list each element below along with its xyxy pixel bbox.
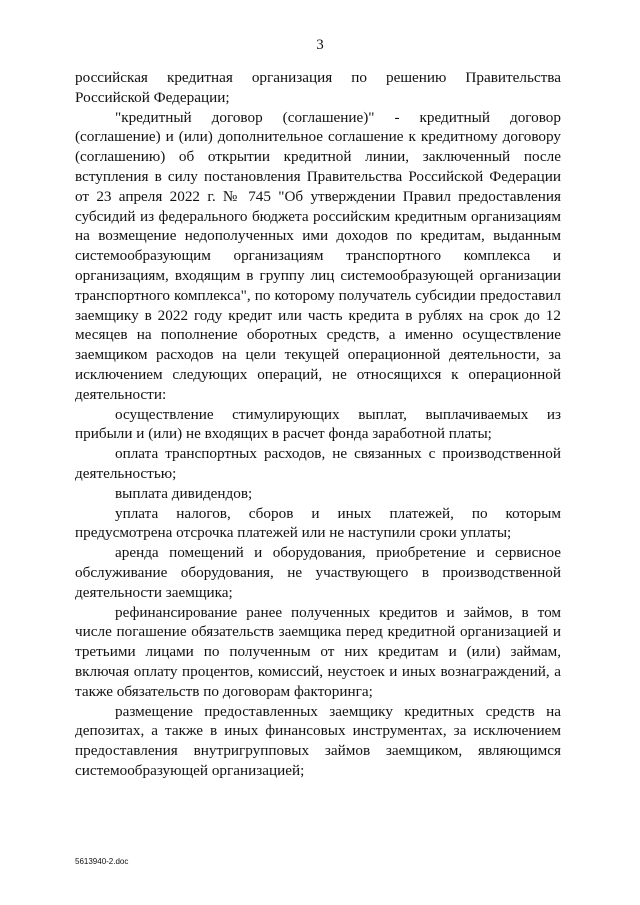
paragraph: аренда помещений и оборудования, приобретение и сервисное обслуживание оборудования, не участвующего в производственной деятельности заемщика; (75, 544, 561, 601)
document-body (75, 68, 561, 781)
paragraph: "кредитный договор (соглашение)" - кредитный договор (соглашение) и (или) дополнительное соглашение к кредитному договору (соглашению) об открытии кредитной линии, заключенный после вступления в силу постановления Правительства Российской Федерации от 23 апреля 2022 г. № 745 "Об утверждении Правил предоставления субсидий из федерального бюджета российским кредитным организациям на возмещение недополученных ими доходов по кредитам, выданным системообразующим организациям транспортного комплекса и организациям, входящим в группу лиц системообразующей организации транспортного комплекса", по которому получатель субсидии предоставил заемщику в 2022 году кредит или часть кредита в рублях на срок до 12 месяцев на пополнение оборотных средств, а именно осуществление заемщиком расходов на цели текущей операционной деятельности, за исключением следующих операций, не относящихся к операционной деятельности: (75, 108, 561, 403)
paragraph: выплата дивидендов; (115, 484, 253, 502)
paragraph: рефинансирование ранее полученных кредитов и займов, в том числе погашение обязательств заемщика перед кредитной организацией и третьими лицами по полученным от них кредитам и (или) займам, включая оплату процентов, комиссий, неустоек и иных вознаграждений, а также обязательств по договорам факторинга; (75, 603, 561, 700)
document-code: 5613940-2.doc (75, 857, 129, 866)
paragraph: размещение предоставленных заемщику кредитных средств на депозитах, а также в иных финансовых инструментах, за исключением предоставления внутригрупповых займов заемщиком, являющимся системообразующей организацией; (75, 702, 561, 779)
paragraph: оплата транспортных расходов, не связанных с производственной деятельностью; (75, 445, 561, 482)
paragraph: уплата налогов, сборов и иных платежей, по которым предусмотрена отсрочка платежей или не наступили сроки уплаты; (75, 504, 561, 542)
page-number: 3 (316, 37, 324, 53)
paragraph: осуществление стимулирующих выплат, выплачиваемых из прибыли и (или) не входящих в расчет фонда заработной платы; (75, 405, 561, 443)
paragraph: российская кредитная организация по решению Правительства Российской Федерации; (75, 69, 561, 106)
